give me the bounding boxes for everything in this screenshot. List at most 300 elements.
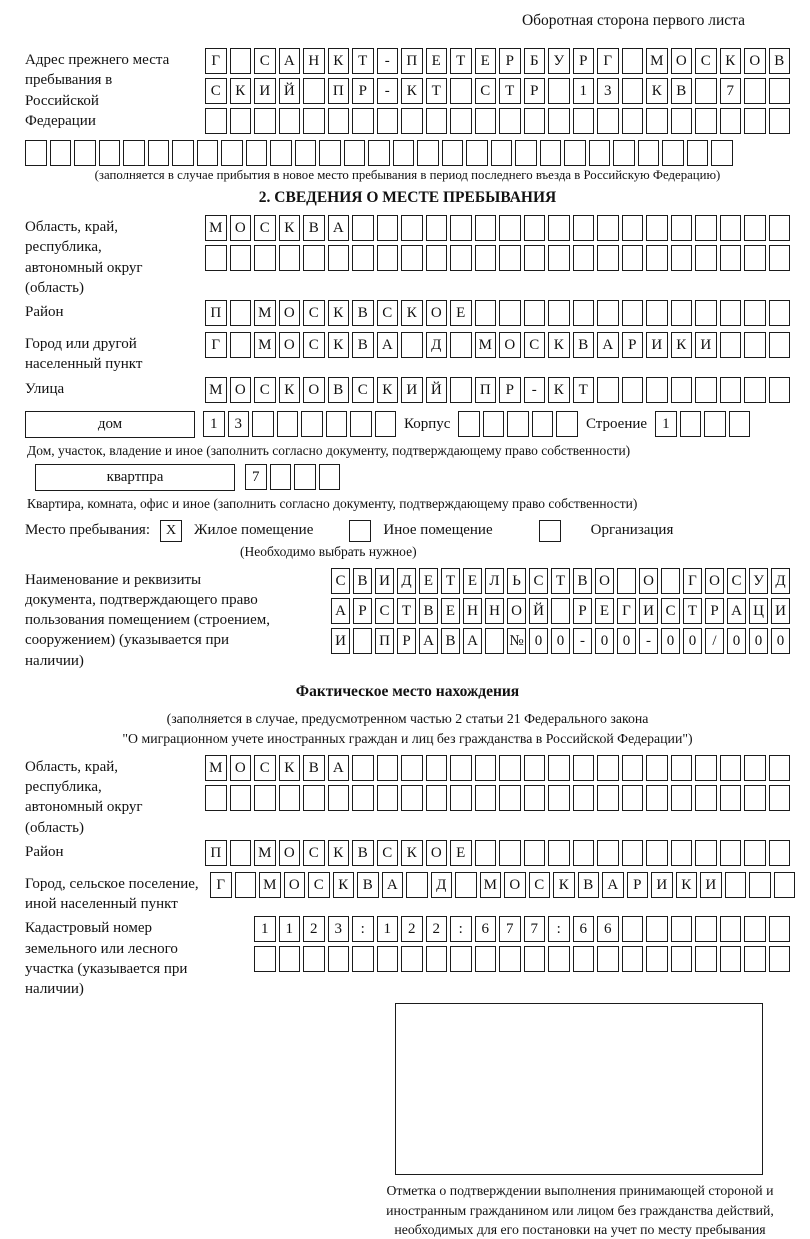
char-cell xyxy=(426,245,448,271)
document-cellgroup xyxy=(331,568,790,658)
char-cell xyxy=(769,785,791,811)
actual-district-row xyxy=(205,840,790,866)
char-cell: С xyxy=(727,568,746,594)
char-cell: А xyxy=(279,48,301,74)
char-cell: А xyxy=(727,598,746,624)
char-cell xyxy=(671,840,693,866)
char-cell xyxy=(74,140,96,166)
char-cell xyxy=(401,332,423,358)
char-cell xyxy=(662,140,684,166)
char-cell xyxy=(769,108,791,134)
char-cell xyxy=(352,215,374,241)
char-cell xyxy=(279,245,301,271)
char-cell: 7 xyxy=(245,464,267,490)
char-cell: К xyxy=(646,78,668,104)
char-cell xyxy=(328,946,350,972)
char-cell: К xyxy=(548,377,570,403)
char-cell xyxy=(352,245,374,271)
house-type-box: дом xyxy=(25,411,195,438)
char-cell xyxy=(455,872,477,898)
char-cell: С xyxy=(254,48,276,74)
char-cell xyxy=(328,245,350,271)
confirmation-mark-box xyxy=(395,1003,763,1175)
char-cell xyxy=(769,916,791,942)
char-cell: 3 xyxy=(328,916,350,942)
option-label-other-premises: Иное помещение xyxy=(383,522,493,538)
document-label: Наименование и реквизиты документа, подтверждающего право пользования помещением (строением, сооружением) (указывается при наличии) xyxy=(25,571,270,669)
char-cell: О xyxy=(639,568,658,594)
char-cell: С xyxy=(352,377,374,403)
char-cell: Г xyxy=(205,332,227,358)
char-cell xyxy=(270,140,292,166)
char-cell xyxy=(573,108,595,134)
char-cell xyxy=(769,78,791,104)
char-cell xyxy=(532,411,554,437)
prev-address-row-1 xyxy=(205,48,790,74)
char-cell: В xyxy=(573,568,592,594)
char-cell: Г xyxy=(210,872,232,898)
district-label: Район xyxy=(25,304,64,320)
char-cell: И xyxy=(651,872,673,898)
char-cell xyxy=(377,755,399,781)
region-block xyxy=(25,215,790,298)
char-cell: Т xyxy=(573,377,595,403)
char-cell xyxy=(303,245,325,271)
char-cell xyxy=(475,840,497,866)
char-cell xyxy=(597,377,619,403)
char-cell: В xyxy=(578,872,600,898)
actual-region-row-1 xyxy=(205,755,790,781)
char-cell xyxy=(622,755,644,781)
char-cell xyxy=(597,785,619,811)
char-cell xyxy=(646,755,668,781)
char-cell xyxy=(352,108,374,134)
char-cell: Е xyxy=(419,568,438,594)
char-cell: О xyxy=(504,872,526,898)
char-cell xyxy=(769,377,791,403)
char-cell xyxy=(769,946,791,972)
char-cell xyxy=(720,840,742,866)
char-cell: С xyxy=(524,332,546,358)
char-cell: М xyxy=(254,332,276,358)
char-cell xyxy=(230,108,252,134)
char-cell xyxy=(622,840,644,866)
char-cell: 2 xyxy=(401,916,423,942)
char-cell xyxy=(254,108,276,134)
char-cell xyxy=(695,755,717,781)
char-cell: 0 xyxy=(617,628,636,654)
char-cell: С xyxy=(303,840,325,866)
char-cell xyxy=(277,411,299,437)
stroenie-cells xyxy=(655,411,750,437)
char-cell: А xyxy=(377,332,399,358)
char-cell xyxy=(426,215,448,241)
char-cell xyxy=(622,215,644,241)
char-cell: С xyxy=(529,872,551,898)
char-cell xyxy=(671,108,693,134)
char-cell: Д xyxy=(771,568,790,594)
char-cell xyxy=(450,78,472,104)
char-cell xyxy=(401,108,423,134)
char-cell: 0 xyxy=(595,628,614,654)
char-cell xyxy=(744,245,766,271)
char-cell: Л xyxy=(485,568,504,594)
char-cell: Е xyxy=(426,48,448,74)
section2-title: 2. СВЕДЕНИЯ О МЕСТЕ ПРЕБЫВАНИЯ xyxy=(258,189,557,206)
char-cell: О xyxy=(595,568,614,594)
char-cell: М xyxy=(254,300,276,326)
char-cell xyxy=(319,140,341,166)
stroenie-label: Строение xyxy=(585,415,648,432)
char-cell xyxy=(548,215,570,241)
region-row-2 xyxy=(205,245,790,271)
char-cell: В xyxy=(353,568,372,594)
document-block xyxy=(25,568,790,671)
char-cell xyxy=(744,840,766,866)
char-cell xyxy=(352,785,374,811)
char-cell xyxy=(319,464,341,490)
char-cell: И xyxy=(646,332,668,358)
char-cell xyxy=(401,215,423,241)
char-cell xyxy=(295,140,317,166)
char-cell xyxy=(279,785,301,811)
char-cell: : xyxy=(352,916,374,942)
char-cell xyxy=(573,840,595,866)
char-cell: К xyxy=(328,332,350,358)
char-cell xyxy=(720,300,742,326)
char-cell: К xyxy=(279,755,301,781)
char-cell xyxy=(597,840,619,866)
char-cell xyxy=(485,628,504,654)
char-cell xyxy=(720,916,742,942)
char-cell xyxy=(540,140,562,166)
char-cell: Г xyxy=(617,598,636,624)
char-cell xyxy=(270,464,292,490)
char-cell: Р xyxy=(499,377,521,403)
char-cell: А xyxy=(331,598,350,624)
char-cell: К xyxy=(671,332,693,358)
char-cell: Р xyxy=(397,628,416,654)
char-cell xyxy=(350,411,372,437)
char-cell: А xyxy=(328,755,350,781)
char-cell xyxy=(695,946,717,972)
char-cell xyxy=(221,140,243,166)
apartment-number-cells xyxy=(245,464,340,490)
char-cell: О xyxy=(671,48,693,74)
char-cell: О xyxy=(284,872,306,898)
char-cell: М xyxy=(259,872,281,898)
char-cell xyxy=(720,755,742,781)
char-cell: С xyxy=(254,215,276,241)
char-cell xyxy=(450,215,472,241)
char-cell: Т xyxy=(397,598,416,624)
char-cell xyxy=(377,245,399,271)
char-cell xyxy=(671,946,693,972)
char-cell: Т xyxy=(499,78,521,104)
char-cell xyxy=(442,140,464,166)
char-cell: Т xyxy=(683,598,702,624)
char-cell: О xyxy=(303,377,325,403)
char-cell xyxy=(491,140,513,166)
char-cell: - xyxy=(524,377,546,403)
char-cell xyxy=(205,245,227,271)
char-cell xyxy=(671,916,693,942)
char-cell xyxy=(377,215,399,241)
char-cell: 3 xyxy=(228,411,250,437)
char-cell xyxy=(230,48,252,74)
char-cell: П xyxy=(401,48,423,74)
checkbox-other-premises xyxy=(349,520,371,542)
char-cell xyxy=(622,48,644,74)
char-cell xyxy=(524,755,546,781)
char-cell: С xyxy=(254,377,276,403)
char-cell xyxy=(646,108,668,134)
char-cell: Р xyxy=(524,78,546,104)
char-cell xyxy=(548,108,570,134)
char-cell: Т xyxy=(450,48,472,74)
char-cell: 2 xyxy=(426,916,448,942)
char-cell: О xyxy=(499,332,521,358)
char-cell: К xyxy=(230,78,252,104)
char-cell: Ц xyxy=(749,598,768,624)
char-cell xyxy=(597,108,619,134)
char-cell xyxy=(450,245,472,271)
char-cell: Е xyxy=(450,840,472,866)
char-cell xyxy=(720,332,742,358)
char-cell: У xyxy=(548,48,570,74)
document-row-1 xyxy=(331,568,790,594)
char-cell: М xyxy=(254,840,276,866)
char-cell xyxy=(711,140,733,166)
region-row-1 xyxy=(205,215,790,241)
char-cell: - xyxy=(377,48,399,74)
char-cell: В xyxy=(352,840,374,866)
actual-district-block xyxy=(25,840,790,870)
char-cell xyxy=(646,946,668,972)
char-cell xyxy=(499,108,521,134)
char-cell xyxy=(303,78,325,104)
char-cell: А xyxy=(419,628,438,654)
char-cell xyxy=(475,108,497,134)
apartment-type-box: квартпра xyxy=(35,464,235,491)
city-row xyxy=(205,332,790,358)
prev-address-label: Адрес прежнего места пребывания в Российской Федерации xyxy=(25,52,170,129)
char-cell xyxy=(695,300,717,326)
house-number-cells xyxy=(203,411,396,437)
char-cell xyxy=(680,411,702,437)
char-cell: 0 xyxy=(661,628,680,654)
char-cell: К xyxy=(548,332,570,358)
char-cell: 0 xyxy=(771,628,790,654)
prev-address-row-4 xyxy=(25,140,790,166)
char-cell: О xyxy=(507,598,526,624)
char-cell xyxy=(524,840,546,866)
char-cell: И xyxy=(401,377,423,403)
char-cell: Г xyxy=(597,48,619,74)
char-cell: В xyxy=(352,300,374,326)
char-cell: К xyxy=(328,840,350,866)
char-cell xyxy=(597,245,619,271)
char-cell: М xyxy=(646,48,668,74)
char-cell xyxy=(515,140,537,166)
page-header-note: Оборотная сторона первого листа xyxy=(521,12,745,29)
prev-address-row-3 xyxy=(205,108,790,134)
char-cell: 1 xyxy=(254,916,276,942)
char-cell xyxy=(646,300,668,326)
char-cell xyxy=(499,840,521,866)
char-cell: : xyxy=(548,916,570,942)
char-cell xyxy=(617,568,636,594)
char-cell: О xyxy=(279,300,301,326)
char-cell xyxy=(646,840,668,866)
char-cell xyxy=(548,300,570,326)
cadastral-label: Кадастровый номер земельного или лесного участка (указывается при наличии) xyxy=(25,920,188,997)
char-cell: В xyxy=(573,332,595,358)
char-cell xyxy=(597,755,619,781)
char-cell: С xyxy=(661,598,680,624)
char-cell xyxy=(548,78,570,104)
char-cell xyxy=(475,245,497,271)
char-cell: Т xyxy=(352,48,374,74)
char-cell: - xyxy=(573,628,592,654)
char-cell: И xyxy=(771,598,790,624)
char-cell xyxy=(671,377,693,403)
char-cell xyxy=(148,140,170,166)
char-cell xyxy=(744,332,766,358)
char-cell: 6 xyxy=(597,916,619,942)
char-cell xyxy=(303,946,325,972)
char-cell xyxy=(25,140,47,166)
char-cell xyxy=(328,108,350,134)
char-cell xyxy=(769,840,791,866)
char-cell xyxy=(622,245,644,271)
char-cell: В xyxy=(303,755,325,781)
char-cell xyxy=(720,108,742,134)
street-block xyxy=(25,377,790,407)
char-cell xyxy=(597,946,619,972)
char-cell: Р xyxy=(353,598,372,624)
char-cell: О xyxy=(744,48,766,74)
char-cell: 3 xyxy=(597,78,619,104)
char-cell xyxy=(671,785,693,811)
char-cell: 1 xyxy=(279,916,301,942)
char-cell xyxy=(344,140,366,166)
cadastral-row-1 xyxy=(254,916,790,942)
char-cell xyxy=(279,946,301,972)
actual-location-caption-1: (заполняется в случае, предусмотренном частью 2 статьи 21 Федерального закона xyxy=(166,710,649,726)
char-cell xyxy=(254,245,276,271)
char-cell: И xyxy=(695,332,717,358)
house-block xyxy=(25,411,790,441)
char-cell xyxy=(230,332,252,358)
char-cell xyxy=(426,946,448,972)
char-cell: Д xyxy=(397,568,416,594)
char-cell: 7 xyxy=(499,916,521,942)
char-cell xyxy=(671,755,693,781)
char-cell: Р xyxy=(573,48,595,74)
char-cell: В xyxy=(328,377,350,403)
cadastral-row-2 xyxy=(254,946,790,972)
char-cell xyxy=(774,872,796,898)
char-cell xyxy=(475,785,497,811)
char-cell: Ь xyxy=(507,568,526,594)
char-cell xyxy=(744,755,766,781)
actual-location-caption-2: "О миграционном учете иностранных граждан и лиц без гражданства в Российской Федерации") xyxy=(122,730,693,746)
char-cell: Г xyxy=(205,48,227,74)
char-cell: М xyxy=(205,755,227,781)
char-cell: А xyxy=(463,628,482,654)
char-cell: Р xyxy=(622,332,644,358)
char-cell xyxy=(401,946,423,972)
char-cell xyxy=(499,755,521,781)
char-cell xyxy=(720,245,742,271)
prev-address-caption: (заполняется в случае прибытия в новое место пребывания в период последнего въезда в Российскую Федерацию) xyxy=(94,168,721,182)
char-cell: Е xyxy=(450,300,472,326)
char-cell xyxy=(687,140,709,166)
prev-address-block xyxy=(25,48,790,138)
char-cell: О xyxy=(230,755,252,781)
option-label-organization: Организация xyxy=(590,522,674,538)
char-cell: С xyxy=(529,568,548,594)
char-cell: В xyxy=(441,628,460,654)
char-cell xyxy=(769,215,791,241)
char-cell: К xyxy=(333,872,355,898)
char-cell xyxy=(622,108,644,134)
char-cell xyxy=(573,946,595,972)
char-cell: - xyxy=(639,628,658,654)
char-cell xyxy=(622,785,644,811)
char-cell xyxy=(458,411,480,437)
char-cell: Т xyxy=(551,568,570,594)
street-label: Улица xyxy=(25,380,65,397)
char-cell: 1 xyxy=(377,916,399,942)
char-cell: : xyxy=(450,916,472,942)
city-block xyxy=(25,332,790,375)
char-cell xyxy=(230,245,252,271)
char-cell: 1 xyxy=(573,78,595,104)
char-cell xyxy=(303,108,325,134)
char-cell xyxy=(123,140,145,166)
char-cell xyxy=(744,377,766,403)
region-cellgroup xyxy=(205,215,790,275)
char-cell xyxy=(548,840,570,866)
char-cell: С xyxy=(308,872,330,898)
char-cell xyxy=(230,300,252,326)
char-cell xyxy=(172,140,194,166)
apartment-caption: Квартира, комната, офис и иное (заполнить согласно документу, подтверждающему право собственности) xyxy=(27,495,638,511)
char-cell xyxy=(401,785,423,811)
char-cell: 1 xyxy=(655,411,677,437)
char-cell: В xyxy=(303,215,325,241)
char-cell: О xyxy=(230,215,252,241)
char-cell xyxy=(661,568,680,594)
char-cell xyxy=(597,300,619,326)
char-cell xyxy=(406,872,428,898)
char-cell: Р xyxy=(352,78,374,104)
char-cell xyxy=(671,300,693,326)
korpus-label: Корпус xyxy=(404,415,451,432)
char-cell: О xyxy=(230,377,252,403)
char-cell: И xyxy=(639,598,658,624)
confirmation-mark-caption: Отметка о подтверждении выполнения принимающей стороной и иностранным гражданином или лицом без гражданства действий, необходимых для его постановки на учет по месту пребывания xyxy=(386,1183,774,1237)
char-cell: Й xyxy=(426,377,448,403)
char-cell xyxy=(695,916,717,942)
char-cell: Б xyxy=(524,48,546,74)
char-cell: О xyxy=(426,840,448,866)
char-cell xyxy=(695,377,717,403)
region-label: Область, край, республика, автономный округ (область) xyxy=(25,219,143,296)
char-cell: К xyxy=(720,48,742,74)
